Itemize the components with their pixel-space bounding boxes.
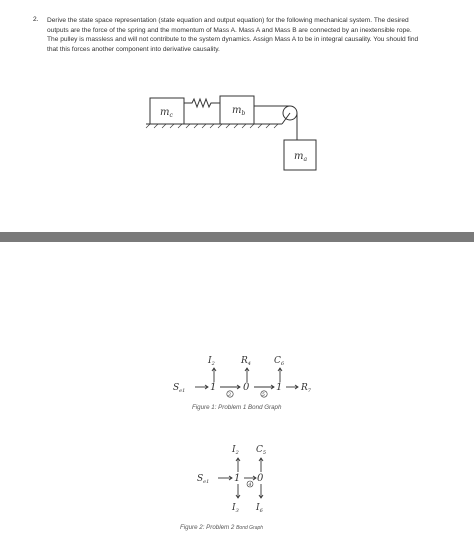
fig2-bottom-I3: $I_3$ xyxy=(232,503,239,514)
ground-hatch xyxy=(146,124,278,128)
mass-a-label: $m_a$ xyxy=(294,151,308,163)
fig1-bond-label-1: 3 xyxy=(228,393,231,398)
bond-graph-figure-1 xyxy=(170,350,330,400)
worksheet-page-bottom xyxy=(0,242,474,539)
fig1-bond-label-2: 5 xyxy=(262,393,265,398)
fig2-top-I: $I_2$ xyxy=(232,445,239,456)
fig1-junction-0: 0 xyxy=(243,382,250,393)
figure-2-caption xyxy=(180,524,263,531)
fig1-top-C: $C_6$ xyxy=(274,356,285,367)
fig1-junction-1b: 1 xyxy=(276,382,283,393)
figure-2-caption-main: Figure 2: Problem 2 xyxy=(180,524,235,531)
fig1-end-R: $R_7$ xyxy=(301,383,311,394)
page-divider xyxy=(0,232,474,242)
fig1-top-R: $R_4$ xyxy=(241,356,251,367)
bond-graph-figure-2 xyxy=(194,438,294,518)
problem-number: 2. xyxy=(33,16,39,23)
figure-2-caption-small: Bond Graph xyxy=(236,525,264,531)
fig1-source: $S_{e1}$ xyxy=(173,383,186,394)
worksheet-page-top xyxy=(0,0,474,232)
fig2-top-C: $C_5$ xyxy=(256,445,267,456)
problem-statement: Derive the state space representation (state equation and output equation) for the following mechanical system. The desired outputs are the force of the spring and the momentum of Mass A. Mass A and Mass B are connected by an inextensible rope. The pulley is massless and will not contribute to the system dynamics. Assign Mass A to be in integral causality. You should find that this forces another component into derivative causality. xyxy=(47,17,419,53)
fig2-junction-1: 1 xyxy=(234,473,241,484)
mass-c-label: $m_c$ xyxy=(160,107,173,119)
fig1-top-I: $I_2$ xyxy=(208,356,215,367)
fig2-junction-0: 0 xyxy=(257,473,264,484)
figure-1-caption: Figure 1: Problem 1 Bond Graph xyxy=(192,404,282,411)
fig2-bottom-I6: $I_6$ xyxy=(256,503,263,514)
fig2-bond-label: 4 xyxy=(248,483,252,488)
fig2-source: $S_{e1}$ xyxy=(197,474,210,485)
mass-b-label: $m_b$ xyxy=(232,105,246,117)
mechanical-system-figure xyxy=(140,88,330,188)
fig1-junction-1a: 1 xyxy=(210,382,217,393)
spring xyxy=(184,99,220,107)
